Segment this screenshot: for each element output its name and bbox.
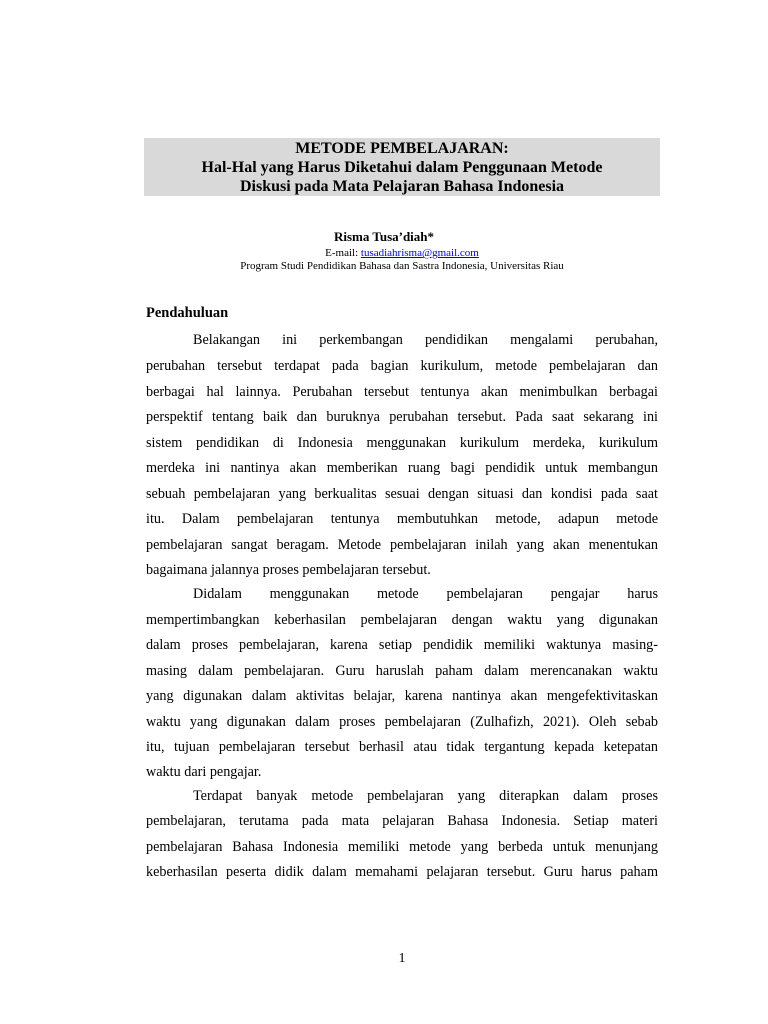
paragraph-line: masing dalam pembelajaran. Guru haruslah paham dalam merencanakan waktu: [146, 663, 658, 679]
email-link[interactable]: tusadiahrisma@gmail.com: [360, 247, 479, 259]
paragraph-line: keberhasilan peserta didik dalam memahami pelajaran tersebut. Guru harus paham: [146, 864, 658, 880]
paragraph-line: merdeka ini nantinya akan memberikan ruang bagi pendidik untuk membangun: [146, 460, 658, 476]
paragraph-line: dalam proses pembelajaran, karena setiap pendidik memiliki waktunya masing-: [146, 637, 658, 653]
paragraph-line: itu. Dalam pembelajaran tentunya membutuhkan metode, adapun metode: [146, 511, 658, 527]
paragraph-line: berbagai hal lainnya. Perubahan tersebut tentunya akan menimbulkan berbagai: [146, 384, 658, 400]
title-line-3: Diskusi pada Mata Pelajaran Bahasa Indonesia: [239, 178, 565, 195]
paragraph-line: Belakangan ini perkembangan pendidikan mengalami perubahan,: [193, 332, 658, 348]
paragraph-line: pembelajaran, terutama pada mata pelajaran Bahasa Indonesia. Setiap materi: [146, 813, 658, 829]
paragraph-line: Terdapat banyak metode pembelajaran yang diterapkan dalam proses: [193, 788, 658, 804]
paragraph-line: sistem pendidikan di Indonesia menggunakan kurikulum merdeka, kurikulum: [146, 435, 658, 451]
section-heading: Pendahuluan: [146, 305, 229, 321]
paragraph-line: pembelajaran Bahasa Indonesia memiliki metode yang berbeda untuk menunjang: [146, 839, 658, 855]
email-label: E-mail:: [325, 247, 361, 259]
paragraph-line: waktu yang digunakan dalam proses pembelajaran (Zulhafizh, 2021). Oleh sebab: [146, 714, 658, 730]
paragraph-line: waktu dari pengajar.: [146, 764, 262, 780]
email-line: [0, 247, 768, 260]
title-line-2: Hal-Hal yang Harus Diketahui dalam Penggunaan Metode: [201, 159, 603, 176]
paragraph-line: sebuah pembelajaran yang berkualitas sesuai dengan situasi dan kondisi pada saat: [146, 486, 658, 502]
page-number: 1: [398, 951, 406, 966]
paragraph-line: Didalam menggunakan metode pembelajaran pengajar harus: [193, 586, 658, 602]
paragraph-line: yang digunakan dalam aktivitas belajar, karena nantinya akan mengefektivitaskan: [146, 688, 658, 704]
paragraph-line: perspektif tentang baik dan buruknya perubahan tersebut. Pada saat sekarang ini: [146, 409, 658, 425]
author-name: Risma Tusa’diah*: [333, 229, 435, 244]
paragraph-line: perubahan tersebut terdapat pada bagian kurikulum, metode pembelajaran dan: [146, 358, 658, 374]
affiliation: Program Studi Pendidikan Bahasa dan Sastra Indonesia, Universitas Riau: [240, 260, 564, 272]
title-box: [144, 138, 660, 196]
paragraph-line: pembelajaran sangat beragam. Metode pembelajaran inilah yang akan menentukan: [146, 537, 658, 553]
paragraph-line: itu, tujuan pembelajaran tersebut berhasil atau tidak tergantung kepada ketepatan: [146, 739, 658, 755]
paragraph-line: bagaimana jalannya proses pembelajaran tersebut.: [146, 562, 431, 578]
paragraph-line: mempertimbangkan keberhasilan pembelajaran dengan waktu yang digunakan: [146, 612, 658, 628]
title-line-1: METODE PEMBELAJARAN:: [295, 140, 509, 157]
